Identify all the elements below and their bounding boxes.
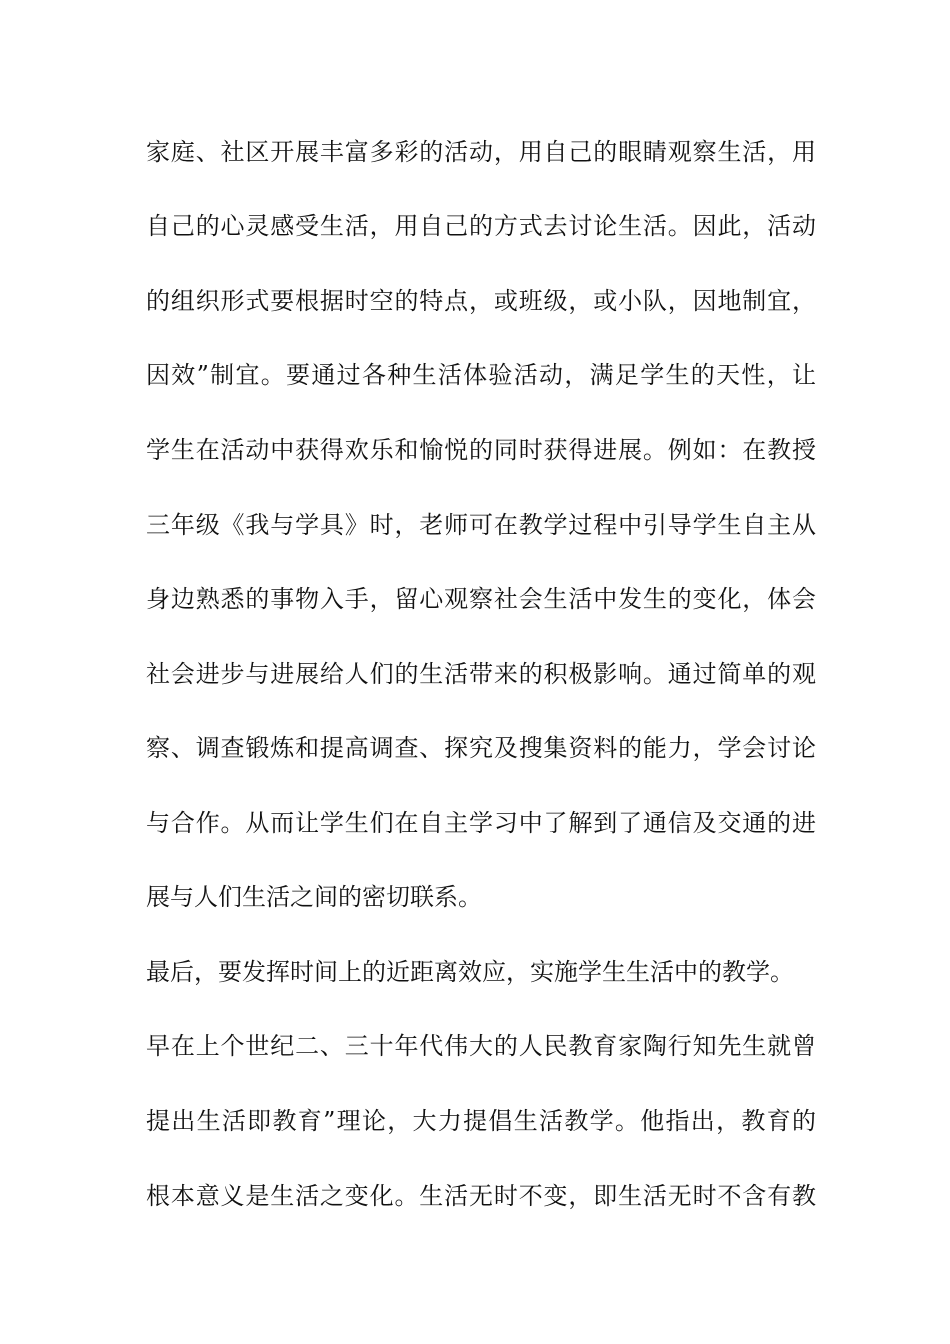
text-line: 家庭、社区开展丰富多彩的活动，用自己的眼睛观察生活，用 bbox=[146, 138, 816, 166]
text-line: 的组织形式要根据时空的特点，或班级，或小队，因地制宜， bbox=[146, 287, 816, 315]
text-line: 学生在活动中获得欢乐和愉悦的同时获得进展。例如：在教授 bbox=[146, 436, 816, 464]
text-line: 三年级《我与学具》时，老师可在教学过程中引导学生自主从 bbox=[146, 511, 816, 539]
text-line: 早在上个世纪二、三十年代伟大的人民教育家陶行知先生就曾 bbox=[146, 1032, 816, 1060]
text-line: 根本意义是生活之变化。生活无时不变，即生活无时不含有教 bbox=[146, 1182, 816, 1210]
text-line: 身边熟悉的事物入手，留心观察社会生活中发生的变化，体会 bbox=[146, 585, 816, 613]
text-line: 最后，要发挥时间上的近距离效应，实施学生生活中的教学。 bbox=[146, 958, 794, 986]
text-line: 展与人们生活之间的密切联系。 bbox=[146, 883, 482, 911]
text-line: 与合作。从而让学生们在自主学习中了解到了通信及交通的进 bbox=[146, 809, 816, 837]
text-line: 自己的心灵感受生活，用自己的方式去讨论生活。因此，活动 bbox=[146, 212, 816, 240]
text-line: 察、调查锻炼和提高调查、探究及搜集资料的能力，学会讨论 bbox=[146, 734, 816, 762]
text-line: 提出生活即教育”理论，大力提倡生活教学。他指出，教育的 bbox=[146, 1107, 816, 1135]
text-line: 社会进步与进展给人们的生活带来的积极影响。通过简单的观 bbox=[146, 660, 816, 688]
text-line: 因效”制宜。要通过各种生活体验活动，满足学生的天性，让 bbox=[146, 361, 816, 389]
